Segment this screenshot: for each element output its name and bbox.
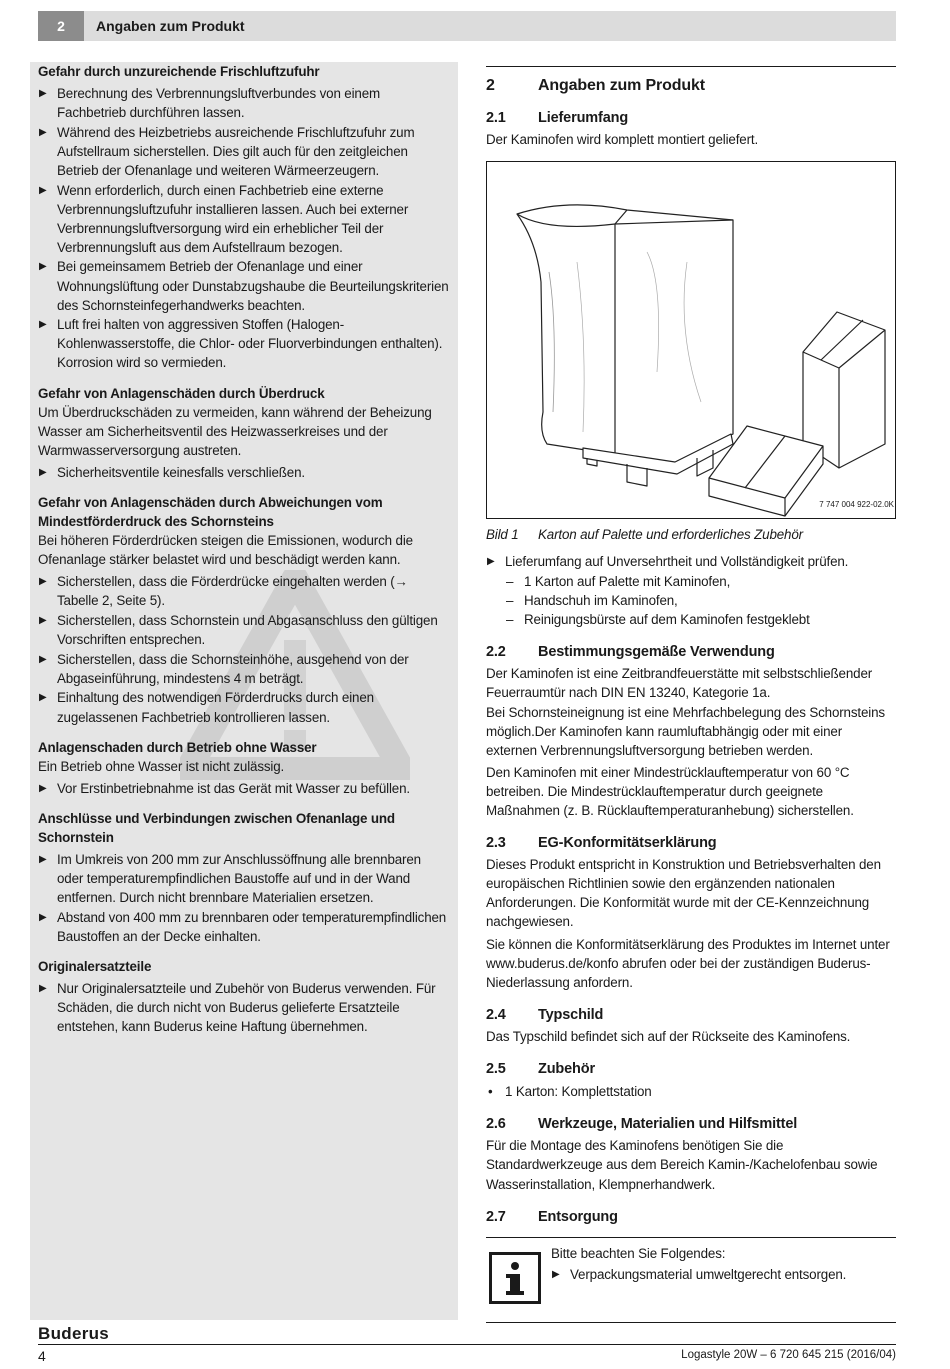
- section-heading: [486, 643, 896, 662]
- section-heading: [486, 109, 896, 128]
- list-item: ▶ Berechnung des Verbrennungsluftverbundes von einem Fachbetrieb durchführen lassen.: [38, 84, 450, 122]
- section-number: 2.2: [486, 644, 506, 661]
- section-heading: [486, 1208, 896, 1227]
- list-item: – 1 Karton auf Palette mit Kaminofen,: [505, 572, 896, 591]
- list-item: ▶ Lieferumfang auf Unversehrtheit und Vollständigkeit prüfen.: [486, 552, 896, 571]
- section-heading-title: Entsorgung: [538, 1208, 618, 1225]
- section-heading: [486, 834, 896, 853]
- paragraph: Um Überdruckschäden zu vermeiden, kann während der Beheizung Wasser am Sicherheitsventil des Heizwasserkreises und der Warmwasserversorgung austreten.: [38, 404, 432, 458]
- list-item: ▶ Sicherstellen, dass die Förderdrücke eingehalten werden (→ Tabelle 2, Seite 5).: [38, 572, 450, 610]
- section-heading: [486, 1006, 896, 1025]
- list-item: ▶ Vor Erstinbetriebnahme ist das Gerät mit Wasser zu befüllen.: [38, 779, 450, 798]
- document-reference: Logastyle 20W – 6 720 645 215 (2016/04): [681, 1349, 896, 1361]
- list-item: ▶ Wenn erforderlich, durch einen Fachbetrieb eine externe Verbrennungsluftzufuhr installieren lassen. Auch bei externer Verbrennungsluftversorgung wird ein erheblicher Teil der Verbrennungsluft aus dem Aufstellraum bezogen.: [38, 181, 450, 257]
- section-heading-title: Zubehör: [538, 1061, 595, 1078]
- paragraph: Ein Betrieb ohne Wasser ist nicht zulässig.: [38, 758, 285, 774]
- bullet-list: [38, 84, 450, 372]
- brand-logo: Buderus: [38, 1324, 110, 1343]
- paragraph: Für die Montage des Kaminofens benötigen Sie die Standardwerkzeuge aus dem Bereich Kamin-/Kachelofenbau sowie Wasserinstallation, Klempnerhandwerk.: [486, 1138, 878, 1192]
- section-number: 2.6: [486, 1116, 506, 1133]
- info-icon: [489, 1252, 541, 1304]
- paragraph: Bei Schornsteineignung ist eine Mehrfachbelegung des Schornsteins möglich.Der Kaminofen kann raumluftabhängig oder mit einer externen Verbrennungsluftversorgung betrieben werden.: [486, 704, 885, 758]
- section-heading-title: Bestimmungsgemäße Verwendung: [538, 644, 775, 661]
- section-heading-title: EG-Konformitätserklärung: [538, 835, 717, 852]
- paragraph: Den Kaminofen mit einer Mindestrücklauftemperatur von 60 °C betreiben. Die Mindestrücklauftemperatur durch geeignete Maßnahmen (z. B. Rücklauftemperaturanhebung) sicherstellen.: [486, 764, 854, 818]
- section-title: Anlagenschaden durch Betrieb ohne Wasser: [38, 739, 317, 755]
- section-title: Gefahr von Anlagenschäden durch Überdruck: [38, 385, 325, 401]
- list-item: ▶ Verpackungsmaterial umweltgerecht entsorgen.: [551, 1265, 891, 1284]
- paragraph: Der Kaminofen ist eine Zeitbrandfeuerstätte mit selbstschließender Feuerraumtür nach DIN EN 13240, Kategorie 1a.: [486, 666, 873, 701]
- bullet-list: [38, 572, 450, 726]
- chapter-heading-title: Angaben zum Produkt: [538, 77, 705, 94]
- caption-text: Karton auf Palette und erforderliches Zubehör: [538, 527, 803, 543]
- dot-list: [486, 1082, 896, 1101]
- section-number: 2.4: [486, 1006, 506, 1023]
- caption-number: Bild 1: [486, 527, 519, 543]
- section-number: 2.3: [486, 835, 506, 852]
- carton-on-pallet-illustration: [487, 162, 895, 518]
- section-title: Anschlüsse und Verbindungen zwischen Ofenanlage und Schornstein: [38, 810, 395, 845]
- paragraph: Dieses Produkt entspricht in Konstruktion und Betriebsverhalten den europäischen Richtlinien sowie den ergänzenden nationalen Anforderungen. Die Konformität wurde mit der CE-Kennzeichnung nachgewiesen.: [486, 857, 881, 930]
- header-title: Angaben zum Produkt: [96, 18, 245, 34]
- product-figure: [486, 161, 896, 519]
- figure-caption: [486, 525, 896, 544]
- paragraph: Das Typschild befindet sich auf der Rückseite des Kaminofens.: [486, 1028, 851, 1044]
- bullet-list: [38, 979, 450, 1036]
- section-heading-title: Werkzeuge, Materialien und Hilfsmittel: [538, 1116, 798, 1133]
- bullet-list: [551, 1265, 891, 1284]
- product-column: [486, 66, 896, 1323]
- list-item: – Handschuh im Kaminofen,: [505, 591, 896, 610]
- list-item: – Reinigungsbürste auf dem Kaminofen festgeklebt: [505, 610, 896, 629]
- list-item: ▶ Sicherheitsventile keinesfalls verschließen.: [38, 463, 450, 482]
- list-item: ▶ Sicherstellen, dass Schornstein und Abgasanschluss den gültigen Vorschriften entsprechen.: [38, 611, 450, 649]
- safety-column: [30, 62, 458, 1320]
- section-number: 2.5: [486, 1061, 506, 1078]
- list-item: ▶ Im Umkreis von 200 mm zur Anschlussöffnung alle brennbaren oder temperaturempfindlichen Baustoffe auf und in der Wand entfernen. Durch nicht brennbare Materialien ersetzen.: [38, 850, 450, 907]
- page-header: [38, 11, 896, 41]
- section-heading-title: Typschild: [538, 1006, 604, 1023]
- paragraph: Sie können die Konformitätserklärung des Produktes im Internet unter www.buderus.de/konfo abrufen oder bei der zuständigen Buderus-Niederlassung anfordern.: [486, 936, 890, 990]
- section-heading: [486, 1115, 896, 1134]
- list-item: ▶ Sicherstellen, dass die Schornsteinhöhe, ausgehend von der Abgaseinführung, mindestens 4 m beträgt.: [38, 650, 450, 688]
- section-title: Originalersatzteile: [38, 959, 152, 975]
- bullet-list: [38, 463, 450, 482]
- info-note: [486, 1237, 896, 1323]
- chapter-heading-number: 2: [486, 77, 495, 94]
- list-item: ▶ Nur Originalersatzteile und Zubehör von Buderus verwenden. Für Schäden, die durch nicht von Buderus gelieferte Ersatzteile entstehen, kann Buderus keine Haftung übernehmen.: [38, 979, 450, 1036]
- list-item: ▶ Bei gemeinsamem Betrieb der Ofenanlage und einer Wohnungslüftung oder Dunstabzugshaube die Beurteilungskriterien des Schornsteinfegerhandwerks beachten.: [38, 257, 450, 314]
- page-number: 4: [38, 1348, 46, 1364]
- paragraph: Bei höheren Förderdrücken steigen die Emissionen, wodurch die Ofenanlage stärker belastet wird und beschädigt werden kann.: [38, 533, 413, 568]
- list-item: ▶ Luft frei halten von aggressiven Stoffen (Halogen-Kohlenwasserstoffe, die Chlor- oder Fluorverbindungen enthalten). Korrosion wird so vermieden.: [38, 315, 450, 372]
- section-heading: [486, 1060, 896, 1079]
- paragraph: Der Kaminofen wird komplett montiert geliefert.: [486, 132, 759, 148]
- section-number: 2.1: [486, 110, 506, 127]
- section-title: Gefahr durch unzureichende Frischluftzufuhr: [38, 64, 320, 79]
- note-intro: Bitte beachten Sie Folgendes:: [551, 1245, 726, 1261]
- dash-list: [505, 572, 896, 629]
- chapter-number: 2: [38, 11, 84, 41]
- list-item: ▶ Abstand von 400 mm zu brennbaren oder temperaturempfindlichen Baustoffen an der Decke einhalten.: [38, 908, 450, 946]
- list-item: • 1 Karton: Komplettstation: [486, 1082, 896, 1101]
- bullet-list: [38, 779, 450, 798]
- section-heading-title: Lieferumfang: [538, 110, 629, 127]
- section-title: Gefahr von Anlagenschäden durch Abweichungen vom Mindestförderdruck des Schornsteins: [38, 494, 383, 530]
- footer-rule: [38, 1344, 896, 1345]
- list-item: ▶ Einhaltung des notwendigen Förderdrucks durch einen zugelassenen Fachbetrieb kontrollieren lassen.: [38, 688, 450, 726]
- bullet-list: [486, 552, 896, 571]
- figure-reference: 7 747 004 922-02.0K: [819, 500, 894, 510]
- chapter-heading: [486, 76, 896, 95]
- list-item: ▶ Während des Heizbetriebs ausreichende Frischluftzufuhr zum Aufstellraum sicherstellen. Dies gilt auch für den zeitgleichen Betrieb der Ofenanlage und weiteren Wärmeerzeugern.: [38, 123, 450, 180]
- section-number: 2.7: [486, 1208, 506, 1225]
- bullet-list: [38, 850, 450, 946]
